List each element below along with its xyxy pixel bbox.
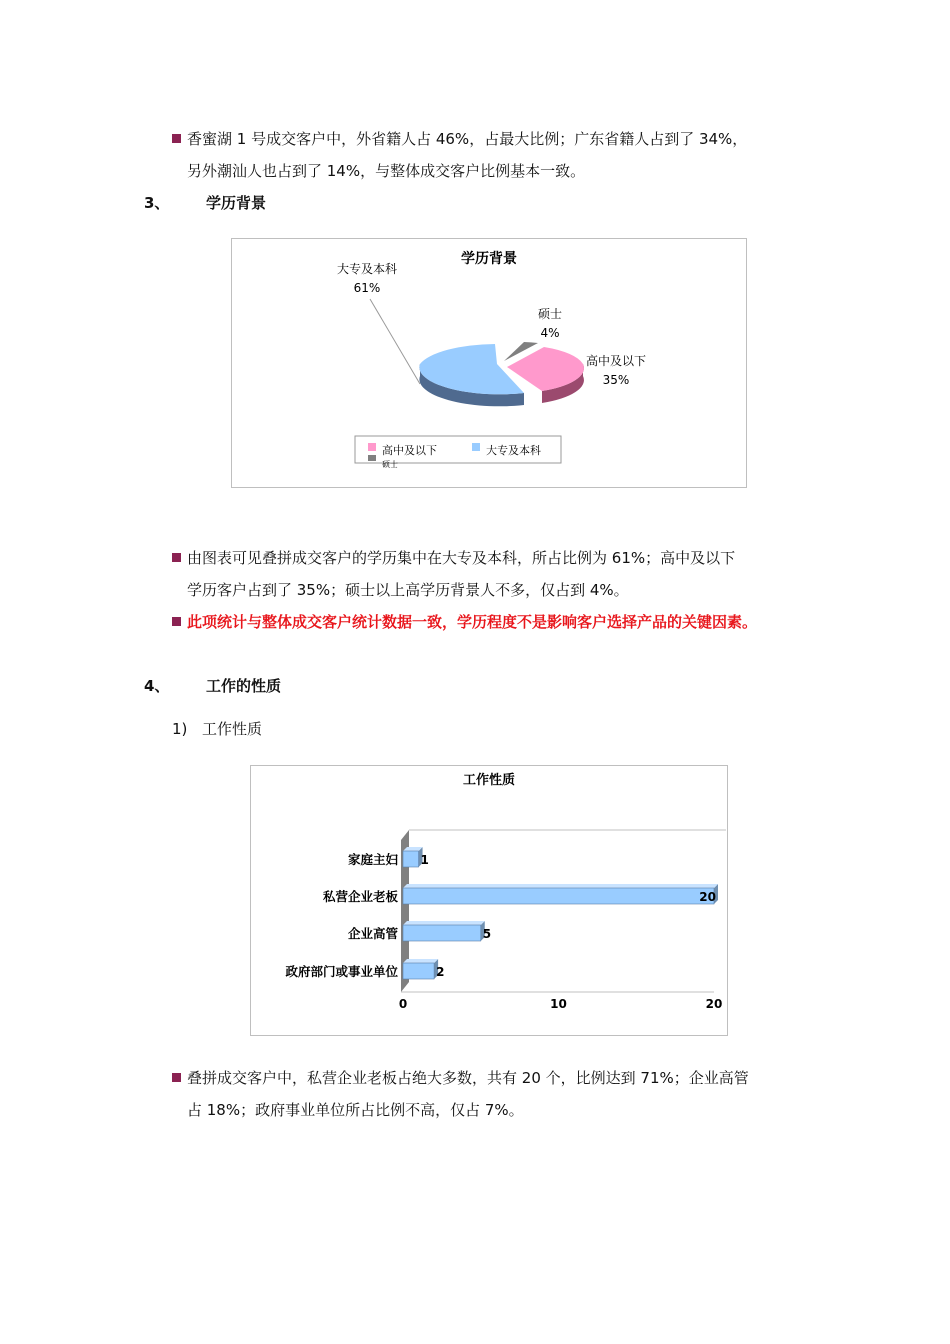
pie-pct-master: 4%	[540, 326, 560, 340]
bar-value-label: 1	[420, 853, 429, 867]
pie-label-college: 大专及本科	[336, 262, 398, 276]
x-tick-label: 10	[550, 997, 567, 1011]
bar-value-label: 2	[436, 965, 445, 979]
pie-label-master: 硕士	[537, 307, 563, 321]
education-pie-chart	[231, 238, 747, 488]
x-tick-label: 20	[705, 997, 723, 1011]
bar-category-label: 企业高管	[347, 926, 398, 941]
plot-wall	[401, 830, 726, 982]
pie-label-high-school: 高中及以下	[585, 354, 647, 368]
bar-category-label: 家庭主妇	[347, 852, 398, 867]
work-bar-chart	[250, 765, 728, 1036]
bullet-icon	[172, 617, 181, 626]
work-notes: 叠拼成交客户中，私营企业老板占绝大多数，共有 20 个，比例达到 71%；企业高管 占 18%；政府事业单位所占比例不高，仅占 7%。	[172, 1062, 832, 1126]
legend-swatch-high-school	[368, 443, 376, 451]
work-bar-svg	[251, 766, 727, 1035]
bar-top	[403, 959, 438, 963]
section-heading-education: 3、 学历背景	[144, 194, 267, 212]
legend-master: 硕士	[382, 460, 398, 469]
bar-value-label: 20	[699, 890, 716, 904]
pie-pct-high-school: 35%	[602, 373, 630, 387]
x-tick-label: 0	[398, 997, 408, 1011]
bar-top	[403, 884, 718, 888]
bullet-icon	[172, 553, 181, 562]
legend-swatch-college	[472, 443, 480, 451]
origin-note: 香蜜湖 1 号成交客户中，外省籍人占 46%，占最大比例；广东省籍人占到了 34%， 另外潮汕人也占到了 14%，与整体成交客户比例基本一致。	[172, 123, 832, 187]
bullet-icon	[172, 1073, 181, 1082]
subsection-heading-work-type: 1) 工作性质	[172, 720, 263, 738]
bar-3	[403, 963, 434, 979]
legend-college: 大专及本科	[486, 444, 541, 457]
bar-top	[403, 921, 485, 925]
bar-value-label: 5	[482, 927, 492, 941]
bullet-icon	[172, 134, 181, 143]
bar-0	[403, 851, 419, 867]
bar-2	[403, 925, 481, 941]
legend-high-school: 高中及以下	[382, 444, 437, 457]
education-notes: 由图表可见叠拼成交客户的学历集中在大专及本科，所占比例为 61%；高中及以下 学历客户占到了 35%；硕士以上高学历背景人不多，仅占到 4%。	[172, 542, 832, 606]
pie-title: 学历背景	[461, 251, 517, 267]
bar-category-label: 私营企业老板	[322, 889, 398, 904]
pie-leader-line	[370, 299, 420, 384]
education-conclusion: 此项统计与整体成交客户统计数据一致，学历程度不是影响客户选择产品的关键因素。	[172, 606, 832, 638]
education-pie-svg	[232, 239, 746, 487]
bar-chart-title: 工作性质	[462, 773, 516, 788]
section-heading-work: 4、 工作的性质	[144, 677, 282, 695]
bar-category-label: 政府部门或事业单位	[285, 964, 398, 979]
pie-pct-college: 61%	[353, 281, 381, 295]
bar-1	[403, 888, 714, 904]
legend-swatch-master	[368, 455, 376, 461]
